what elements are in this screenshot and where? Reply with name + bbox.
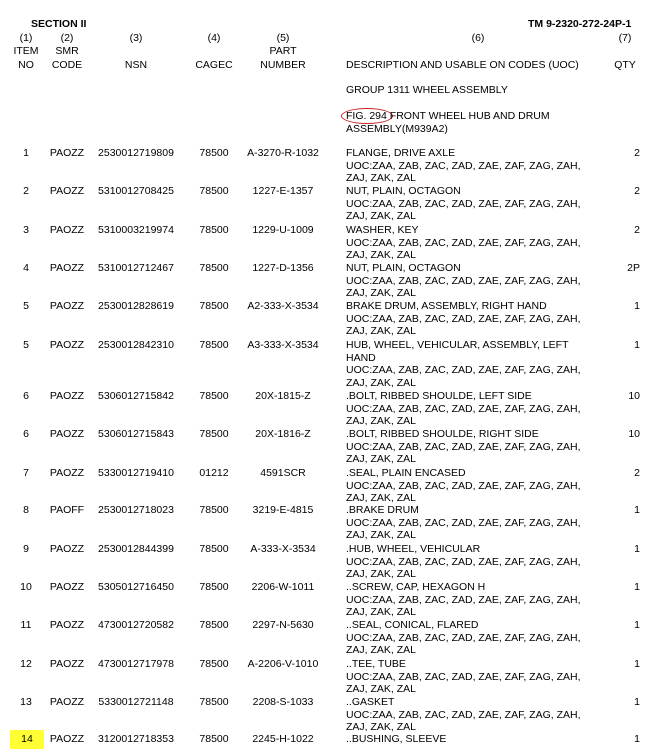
figure-title-line2: ASSEMBLY(M939A2) <box>346 123 448 135</box>
description <box>346 467 616 505</box>
description <box>346 339 616 389</box>
description-line: .BOLT, RIBBED SHOULDE, LEFT SIDE <box>346 390 532 402</box>
description <box>346 300 616 338</box>
description-line: ZAJ, ZAK, ZAL <box>346 644 417 656</box>
smr-code: PAOZZ <box>49 543 85 555</box>
description-line: NUT, PLAIN, OCTAGON <box>346 262 461 274</box>
item-number: 12 <box>20 658 32 670</box>
item-number: 5 <box>23 300 29 312</box>
quantity: 1 <box>634 504 640 516</box>
part-number: 1227-D-1356 <box>252 262 314 274</box>
description-line: ZAJ, ZAK, ZAL <box>346 415 417 427</box>
smr-code: PAOZZ <box>49 185 85 197</box>
part-number: 2206-W-1011 <box>251 581 315 593</box>
description-line: ..TEE, TUBE <box>346 658 406 670</box>
description-line: .SEAL, PLAIN ENCASED <box>346 467 466 479</box>
description-line: HAND <box>346 351 376 364</box>
part-number: A2-333-X-3534 <box>247 300 319 312</box>
description-line: UOC:ZAA, ZAB, ZAC, ZAD, ZAE, ZAF, ZAG, ZAH, <box>346 274 581 287</box>
cagec: 78500 <box>199 185 229 197</box>
description-line: FLANGE, DRIVE AXLE <box>346 147 456 159</box>
description-line: UOC:ZAA, ZAB, ZAC, ZAD, ZAE, ZAF, ZAG, ZAH, <box>346 516 581 529</box>
nsn: 4730012720582 <box>98 619 174 631</box>
cagec: 78500 <box>199 224 229 236</box>
item-number: 7 <box>23 467 29 479</box>
item-number: 1 <box>23 147 29 159</box>
smr-code: PAOZZ <box>49 300 85 312</box>
description-line: UOC:ZAA, ZAB, ZAC, ZAD, ZAE, ZAF, ZAG, ZAH, <box>346 197 581 210</box>
description-line: UOC:ZAA, ZAB, ZAC, ZAD, ZAE, ZAF, ZAG, ZAH, <box>346 159 581 172</box>
item-number: 8 <box>23 504 29 516</box>
quantity: 1 <box>634 581 640 593</box>
description <box>346 504 616 542</box>
description-line: ZAJ, ZAK, ZAL <box>346 376 417 389</box>
description-line: UOC:ZAA, ZAB, ZAC, ZAD, ZAE, ZAF, ZAG, ZAH, <box>346 670 581 683</box>
part-number: 3219-E-4815 <box>252 504 314 516</box>
part-number: A-2206-V-1010 <box>247 658 319 670</box>
cagec: 78500 <box>199 147 229 159</box>
col-cagec-num: (4) <box>207 32 221 44</box>
quantity: 2 <box>634 185 640 197</box>
smr-code: PAOZZ <box>49 658 85 670</box>
quantity: 1 <box>634 300 640 312</box>
smr-code: PAOZZ <box>49 262 85 274</box>
col-smr-label1: SMR <box>55 45 79 57</box>
description <box>346 543 616 581</box>
description <box>346 696 616 734</box>
item-number: 6 <box>23 428 29 440</box>
description <box>346 224 616 262</box>
item-number: 13 <box>20 696 32 708</box>
quantity: 2 <box>634 147 640 159</box>
smr-code: PAOZZ <box>49 467 85 479</box>
description-line: UOC:ZAA, ZAB, ZAC, ZAD, ZAE, ZAF, ZAG, ZAH, <box>346 593 581 606</box>
col-item-label2: NO <box>18 59 34 71</box>
part-number: 20X-1815-Z <box>255 390 311 402</box>
cagec: 78500 <box>199 543 229 555</box>
nsn: 5310003219974 <box>98 224 174 236</box>
quantity: 2P <box>627 262 640 274</box>
description-line: NUT, PLAIN, OCTAGON <box>346 185 461 197</box>
cagec: 01212 <box>199 467 229 479</box>
description-line: UOC:ZAA, ZAB, ZAC, ZAD, ZAE, ZAF, ZAG, ZAH, <box>346 555 581 568</box>
cagec: 78500 <box>199 339 229 351</box>
description-line: UOC:ZAA, ZAB, ZAC, ZAD, ZAE, ZAF, ZAG, ZAH, <box>346 312 581 325</box>
description-line: UOC:ZAA, ZAB, ZAC, ZAD, ZAE, ZAF, ZAG, ZAH, <box>346 440 581 453</box>
description-line: UOC:ZAA, ZAB, ZAC, ZAD, ZAE, ZAF, ZAG, ZAH, <box>346 236 581 249</box>
col-part-label2: NUMBER <box>260 59 306 71</box>
description-line: HUB, WHEEL, VEHICULAR, ASSEMBLY, LEFT <box>346 339 569 351</box>
part-number: 4591SCR <box>260 467 306 479</box>
description <box>346 581 616 619</box>
nsn: 5305012716450 <box>98 581 174 593</box>
description <box>346 262 616 300</box>
section-title: SECTION II <box>31 18 87 30</box>
description-line: ..BUSHING, SLEEVE <box>346 733 447 745</box>
cagec: 78500 <box>199 390 229 402</box>
smr-code: PAOZZ <box>49 581 85 593</box>
cagec: 78500 <box>199 619 229 631</box>
description-line: ZAJ, ZAK, ZAL <box>346 568 417 580</box>
cagec: 78500 <box>199 658 229 670</box>
nsn: 5330012721148 <box>98 696 174 708</box>
description-line: ..GASKET <box>346 696 395 708</box>
description-line: BRAKE DRUM, ASSEMBLY, RIGHT HAND <box>346 300 547 312</box>
group-title: GROUP 1311 WHEEL ASSEMBLY <box>346 84 508 96</box>
item-number: 6 <box>23 390 29 402</box>
col-item-num: (1) <box>19 32 33 44</box>
col-smr-num: (2) <box>60 32 74 44</box>
quantity: 2 <box>634 224 640 236</box>
col-qty-label: QTY <box>614 59 636 71</box>
tm-number: TM 9-2320-272-24P-1 <box>528 18 632 30</box>
smr-code: PAOZZ <box>49 339 85 351</box>
smr-code: PAOZZ <box>49 619 85 631</box>
part-number: A-3270-R-1032 <box>247 147 319 159</box>
description <box>346 147 616 185</box>
part-number: 1229-U-1009 <box>252 224 314 236</box>
description-line: ZAJ, ZAK, ZAL <box>346 249 417 261</box>
cagec: 78500 <box>199 300 229 312</box>
part-number: A3-333-X-3534 <box>247 339 319 351</box>
item-number: 9 <box>23 543 29 555</box>
part-number: 20X-1816-Z <box>255 428 311 440</box>
description-line: UOC:ZAA, ZAB, ZAC, ZAD, ZAE, ZAF, ZAG, ZAH, <box>346 631 581 644</box>
col-part-num: (5) <box>276 32 290 44</box>
col-smr-label2: CODE <box>51 59 83 71</box>
smr-code: PAOZZ <box>49 224 85 236</box>
description-line: ..SEAL, CONICAL, FLARED <box>346 619 479 631</box>
description-line: .BOLT, RIBBED SHOULDE, RIGHT SIDE <box>346 428 539 440</box>
description-line: UOC:ZAA, ZAB, ZAC, ZAD, ZAE, ZAF, ZAG, ZAH, <box>346 364 581 376</box>
quantity: 2 <box>634 467 640 479</box>
item-number: 14 <box>10 730 44 749</box>
description-line: UOC:ZAA, ZAB, ZAC, ZAD, ZAE, ZAF, ZAG, ZAH, <box>346 708 581 721</box>
nsn: 2530012718023 <box>98 504 174 516</box>
item-number: 11 <box>20 619 32 631</box>
quantity: 1 <box>634 733 640 745</box>
description <box>346 428 616 466</box>
quantity: 10 <box>628 390 640 402</box>
part-number: 1227-E-1357 <box>252 185 314 197</box>
description-line: ZAJ, ZAK, ZAL <box>346 721 417 733</box>
description <box>346 390 616 428</box>
nsn: 5310012708425 <box>98 185 174 197</box>
description-line: WASHER, KEY <box>346 224 419 236</box>
description <box>346 658 616 696</box>
smr-code: PAOZZ <box>49 733 85 745</box>
nsn: 2530012828619 <box>98 300 174 312</box>
description-line: ZAJ, ZAK, ZAL <box>346 325 417 337</box>
description-line: UOC:ZAA, ZAB, ZAC, ZAD, ZAE, ZAF, ZAG, ZAH, <box>346 402 581 415</box>
nsn: 2530012844399 <box>98 543 174 555</box>
col-qty-num: (7) <box>618 32 632 44</box>
description-line: ZAJ, ZAK, ZAL <box>346 453 417 465</box>
nsn: 5310012712467 <box>98 262 174 274</box>
col-nsn-num: (3) <box>129 32 143 44</box>
description <box>346 733 616 746</box>
item-number: 2 <box>23 185 29 197</box>
nsn: 5306012715843 <box>98 428 174 440</box>
col-item-label1: ITEM <box>13 45 39 57</box>
quantity: 1 <box>634 543 640 555</box>
cagec: 78500 <box>199 428 229 440</box>
description-line: ZAJ, ZAK, ZAL <box>346 287 417 299</box>
description <box>346 185 616 223</box>
cagec: 78500 <box>199 581 229 593</box>
quantity: 1 <box>634 658 640 670</box>
description <box>346 619 616 657</box>
col-desc-num: (6) <box>471 32 485 44</box>
smr-code: PAOZZ <box>49 147 85 159</box>
cagec: 78500 <box>199 733 229 745</box>
nsn: 5330012719410 <box>98 467 174 479</box>
col-desc-label: DESCRIPTION AND USABLE ON CODES (UOC) <box>346 59 579 71</box>
item-number: 5 <box>23 339 29 351</box>
item-number: 4 <box>23 262 29 274</box>
figure-title-line1 <box>346 110 550 123</box>
part-number: A-333-X-3534 <box>250 543 316 555</box>
smr-code: PAOZZ <box>49 390 85 402</box>
figure-title: FRONT WHEEL HUB AND DRUM <box>386 110 550 122</box>
nsn: 2530012842310 <box>98 339 174 351</box>
quantity: 10 <box>628 428 640 440</box>
col-part-label1: PART <box>269 45 297 57</box>
description-line: ZAJ, ZAK, ZAL <box>346 606 417 618</box>
col-cagec-label: CAGEC <box>195 59 233 71</box>
description-line: ZAJ, ZAK, ZAL <box>346 683 417 695</box>
cagec: 78500 <box>199 504 229 516</box>
description-line: ..SCREW, CAP, HEXAGON H <box>346 581 486 593</box>
smr-code: PAOFF <box>49 504 85 516</box>
nsn: 4730012717978 <box>98 658 174 670</box>
quantity: 1 <box>634 619 640 631</box>
quantity: 1 <box>634 696 640 708</box>
item-number: 3 <box>23 224 29 236</box>
description-line: ZAJ, ZAK, ZAL <box>346 172 417 184</box>
nsn: 5306012715842 <box>98 390 174 402</box>
quantity: 1 <box>634 339 640 351</box>
description-line: UOC:ZAA, ZAB, ZAC, ZAD, ZAE, ZAF, ZAG, ZAH, <box>346 479 581 492</box>
part-number: 2245-H-1022 <box>252 733 314 745</box>
part-number: 2297-N-5630 <box>252 619 314 631</box>
item-number: 10 <box>20 581 32 593</box>
col-nsn-label: NSN <box>124 59 148 71</box>
cagec: 78500 <box>199 696 229 708</box>
description-line: .HUB, WHEEL, VEHICULAR <box>346 543 481 555</box>
description-line: .BRAKE DRUM <box>346 504 419 516</box>
nsn: 3120012718353 <box>98 733 174 745</box>
part-number: 2208-S-1033 <box>252 696 314 708</box>
smr-code: PAOZZ <box>49 428 85 440</box>
figure-label: FIG. 294 <box>346 110 387 122</box>
description-line: ZAJ, ZAK, ZAL <box>346 210 417 222</box>
cagec: 78500 <box>199 262 229 274</box>
description-line: ZAJ, ZAK, ZAL <box>346 492 417 504</box>
description-line: ZAJ, ZAK, ZAL <box>346 529 417 541</box>
smr-code: PAOZZ <box>49 696 85 708</box>
nsn: 2530012719809 <box>98 147 174 159</box>
